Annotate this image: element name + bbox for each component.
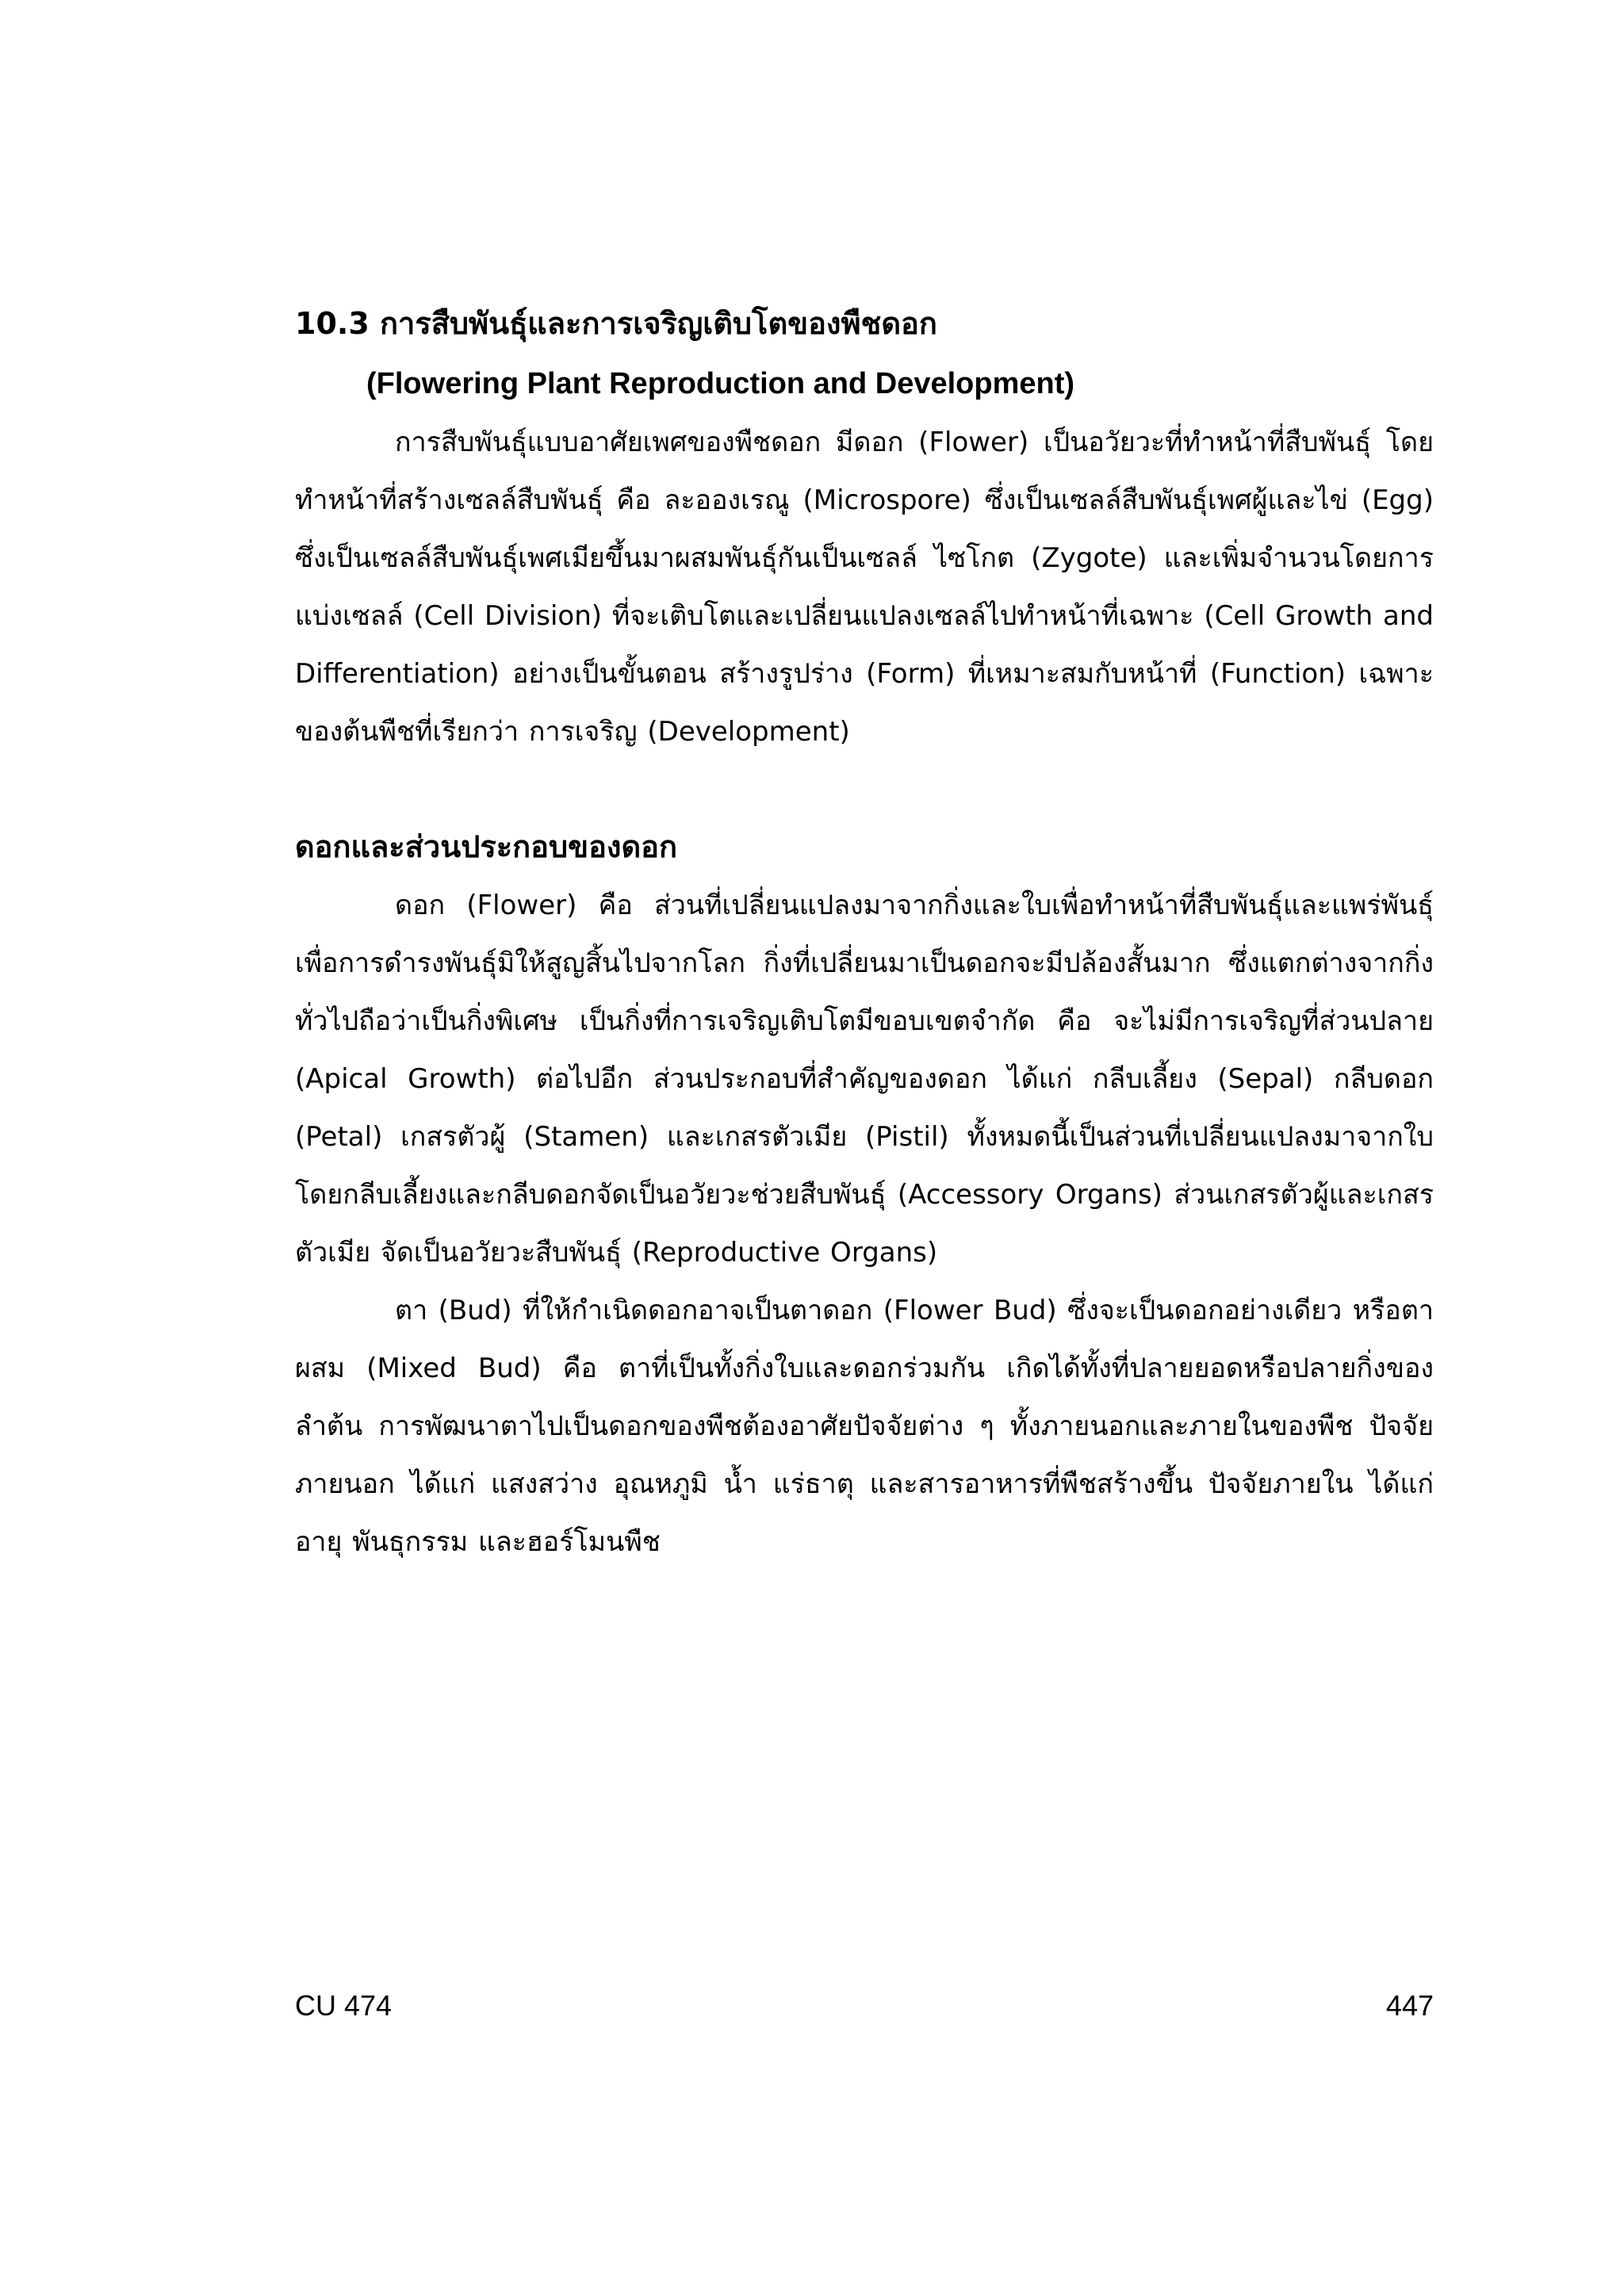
footer-page-number: 447 [1385,1989,1434,2022]
subsection-heading: ดอกและส่วนประกอบของดอก [295,829,677,864]
intro-paragraph: การสืบพันธุ์แบบอาศัยเพศของพืชดอก มีดอก (Flower) เป็นอวัยวะที่ทำหน้าที่สืบพันธุ์ โดยทำหน้าที่สร้างเซลล์สืบพันธุ์ คือ ละอองเรณู (Microspore) ซึ่งเป็นเซลล์สืบพันธุ์เพศผู้และไข่ (Egg) ซึ่งเป็นเซลล์สืบพันธุ์เพศเมียขึ้นมาผสมพันธุ์กันเป็นเซลล์ ไซโกต (Zygote) และเพิ่มจำนวนโดยการแบ่งเซลล์ (Cell Division) ที่จะเติบโตและเปลี่ยนแปลงเซลล์ไปทำหน้าที่เฉพาะ (Cell Growth and Differentiation) อย่างเป็นขั้นตอน สร้างรูปร่าง (Form) ที่เหมาะสมกับหน้าที่ (Function) เฉพาะของต้นพืชที่เรียกว่า การเจริญ (Development) [295,427,1434,748]
footer-course-code: CU 474 [295,1989,393,2022]
flower-paragraph: ดอก (Flower) คือ ส่วนที่เปลี่ยนแปลงมาจากกิ่งและใบเพื่อทำหน้าที่สืบพันธุ์และแพร่พันธุ์ เพื่อการดำรงพันธุ์มิให้สูญสิ้นไปจากโลก กิ่งที่เปลี่ยนมาเป็นดอกจะมีปล้องสั้นมาก ซึ่งแตกต่างจากกิ่งทั่วไปถือว่าเป็นกิ่งพิเศษ เป็นกิ่งที่การเจริญเติบโตมีขอบเขตจำกัด คือ จะไม่มีการเจริญที่ส่วนปลาย (Apical Growth) ต่อไปอีก ส่วนประกอบที่สำคัญของดอก ได้แก่ กลีบเลี้ยง (Sepal) กลีบดอก (Petal) เกสรตัวผู้ (Stamen) และเกสรตัวเมีย (Pistil) ทั้งหมดนี้เป็นส่วนที่เปลี่ยนแปลงมาจากใบ โดยกลีบเลี้ยงและกลีบดอกจัดเป็นอวัยวะช่วยสืบพันธุ์ (Accessory Organs) ส่วนเกสรตัวผู้และเกสรตัวเมีย จัดเป็นอวัยวะสืบพันธุ์ (Reproductive Organs) [295,890,1434,1269]
section-subheading: (Flowering Plant Reproduction and Development) [366,367,1075,400]
section-heading: 10.3 การสืบพันธุ์และการเจริญเติบโตของพืชดอก [295,306,937,341]
page-content [295,293,1434,1571]
bud-paragraph: ตา (Bud) ที่ให้กำเนิดดอกอาจเป็นตาดอก (Flower Bud) ซึ่งจะเป็นดอกอย่างเดียว หรือตาผสม (Mixed Bud) คือ ตาที่เป็นทั้งกิ่งใบและดอกร่วมกัน เกิดได้ทั้งที่ปลายยอดหรือปลายกิ่งของลำต้น การพัฒนาตาไปเป็นดอกของพืชต้องอาศัยปัจจัยต่าง ๆ ทั้งภายนอกและภายในของพืช ปัจจัยภายนอก ได้แก่ แสงสว่าง อุณหภูมิ น้ำ แร่ธาตุ และสารอาหารที่พืชสร้างขึ้น ปัจจัยภายใน ได้แก่ อายุ พันธุกรรม และฮอร์โมนพืช [295,1295,1434,1558]
